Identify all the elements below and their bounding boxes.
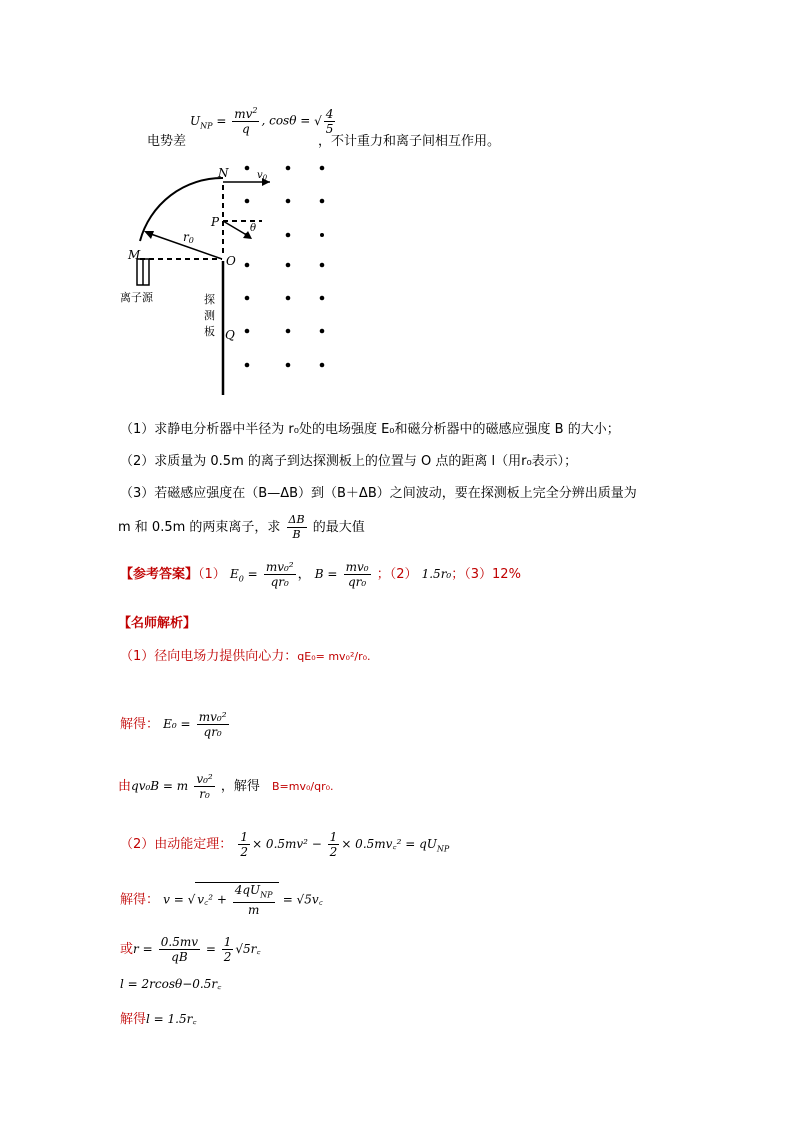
- label-ion-source: 离子源: [120, 291, 153, 304]
- label-P: P: [211, 215, 220, 229]
- intro-label: 电势差: [147, 134, 187, 149]
- label-plate-2: 测: [204, 309, 215, 322]
- label-Q: Q: [225, 328, 235, 342]
- label-plate-1: 探: [204, 293, 215, 306]
- label-N: N: [218, 166, 229, 180]
- answer-line: 【参考答案】（1） $E_0$ = $\frac{\text{mv₀²}}{\text{qr₀}}$ ， B = $\frac{\text{mv₀}}{\text{qr₀}}$ ；（2） 1.5r₀；（3）12%: [120, 560, 521, 589]
- label-r0: r: [183, 230, 189, 244]
- analysis-line-7: l = 2rcosθ−0.5r꜀: [120, 977, 222, 991]
- question-1: （1）求静电分析器中半径为 r₀处的电场强度 E₀和磁分析器中的磁感应强度 B 的大小；: [120, 422, 620, 437]
- label-M: M: [128, 248, 141, 262]
- analysis-line-5: 解得： v = √ v꜀² + $\frac{4qU_{NP}}{m}$ = √5v꜀: [120, 883, 323, 918]
- svg-text:v0: $v_0$: [257, 170, 268, 182]
- svg-text:r0: r0: [183, 230, 194, 245]
- analysis-line-8: 解得l = 1.5r꜀: [120, 1012, 197, 1027]
- label-O: O: [226, 254, 236, 268]
- intro-formula: $U_{NP}$ = $\frac{mv^2}{q}$ , cosθ = √ $\frac{4}{5}$: [190, 106, 334, 136]
- analysis-line-3: 由qv₀B = m $\frac{\text{v₀²}}{\text{r₀}}$ ，解得 B=mv₀/qr₀.: [118, 772, 334, 801]
- label-theta: θ: [250, 223, 257, 234]
- analysis-line-2: 解得： E₀ = $\frac{\text{mv₀²}}{\text{qr₀}}$: [120, 710, 227, 739]
- intro-tail: ，不计重力和离子间相互作用。: [318, 134, 501, 149]
- label-plate-3: 板: [204, 325, 215, 338]
- analysis-tag: 【名师解析】: [118, 616, 197, 631]
- analysis-line-4: （2）由动能定理： $\frac{1}{2}$ × 0.5mv² − $\frac{1}{2}$ × 0.5mv꜀² = $qU_{NP}$: [120, 830, 450, 859]
- analysis-line-6: 或r = $\frac{0.5mv}{qB}$ = $\frac{1}{2}$ √5r꜀: [120, 935, 261, 964]
- question-3a: （3）若磁感应强度在（B—ΔB）到（B＋ΔB）之间波动，要在探测板上完全分辨出质量为: [120, 486, 637, 501]
- analysis-line-1: （1）径向电场力提供向心力：qE₀= mv₀²/r₀.: [120, 649, 371, 664]
- label-v0: v: [257, 170, 263, 181]
- question-2: （2）求质量为 0.5m 的离子到达探测板上的位置与 O 点的距离 l（用r₀表示）；: [120, 454, 578, 469]
- field-dots: [245, 166, 325, 368]
- question-3b: m 和 0.5m 的两束离子，求 $\frac{\Delta B}{B}$ 的最大值: [118, 513, 365, 541]
- physics-figure: [110, 155, 350, 400]
